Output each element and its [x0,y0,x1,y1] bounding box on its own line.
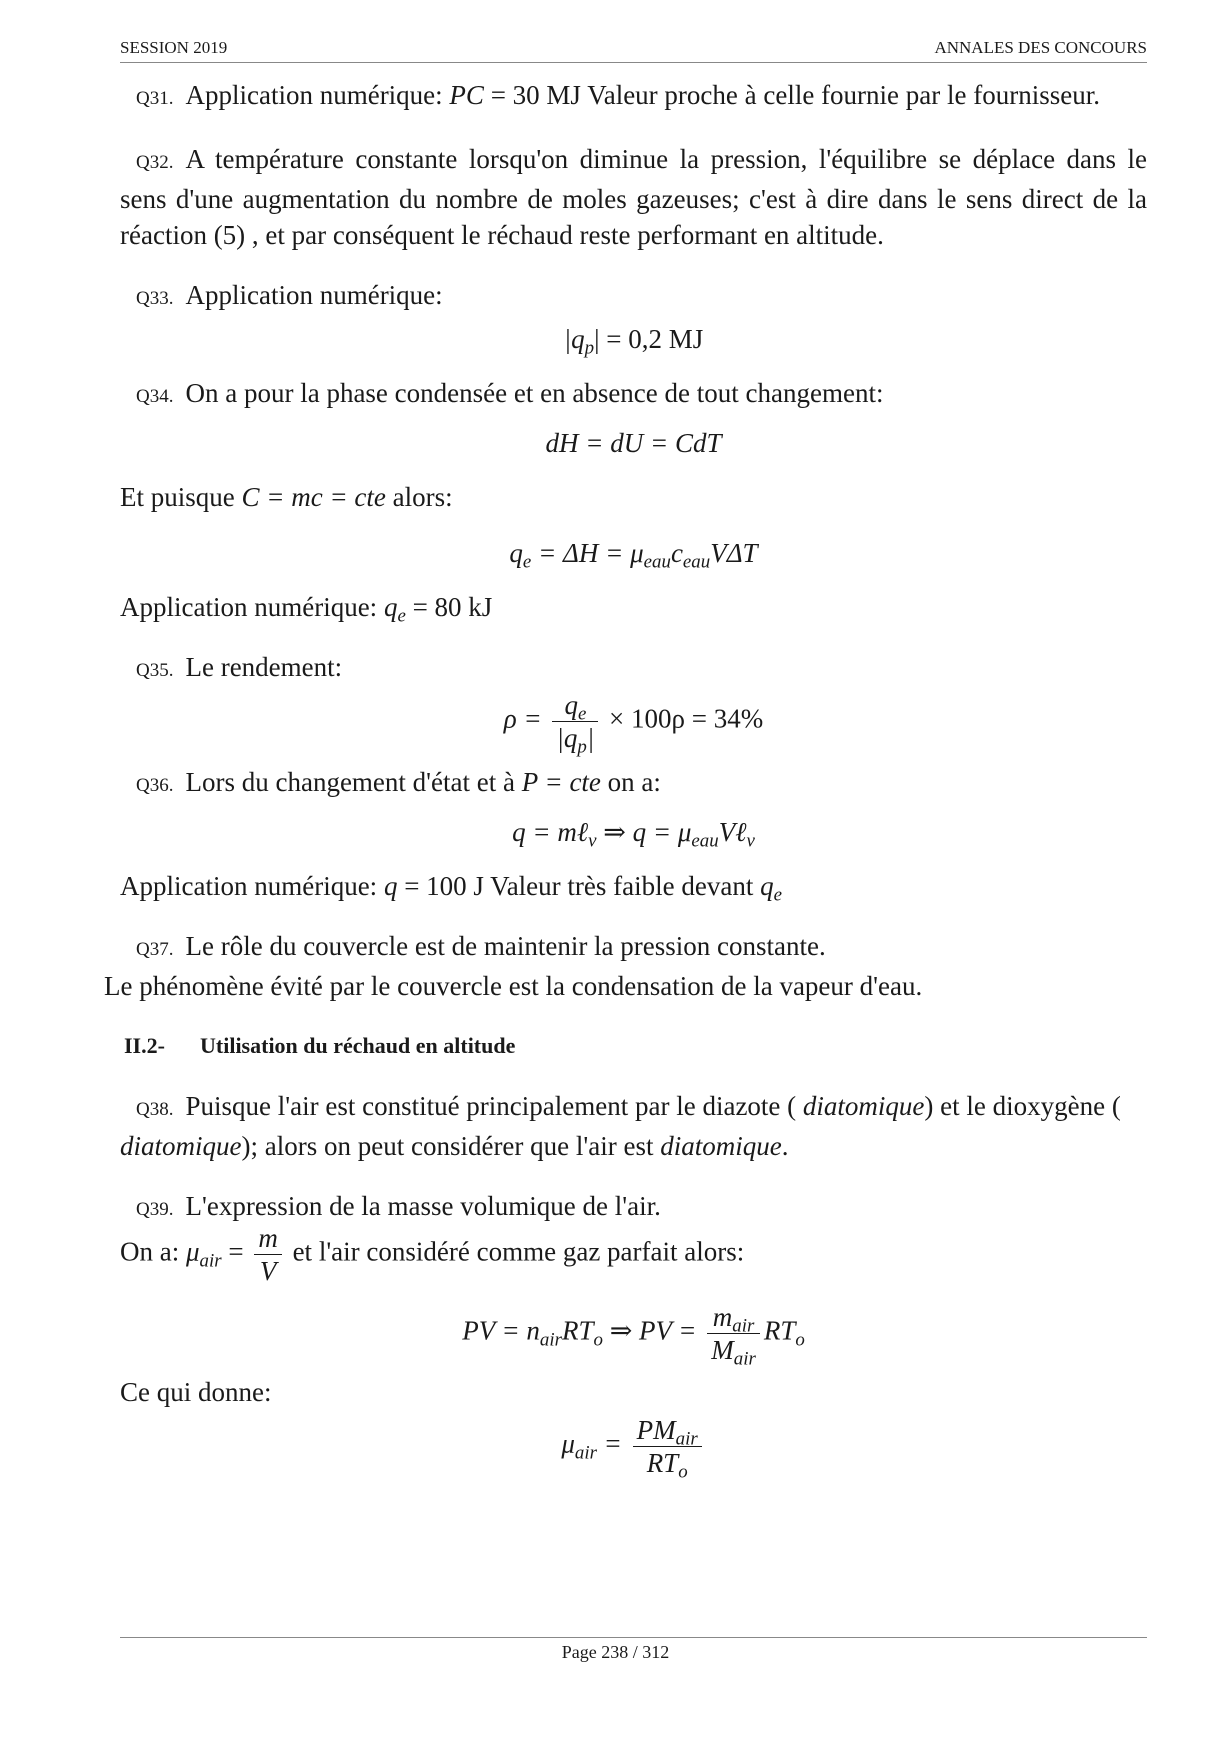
q39-fraction [707,1301,760,1370]
q39-equation-1 [120,1301,1147,1370]
q36-eq-c-sub: v [746,830,755,852]
q39-f-den-var: M [711,1335,734,1365]
q39-f-num-sub: air [732,1315,755,1337]
q35-number: Q35. [136,660,174,681]
q36-eq-b: ⇒ q = μ [596,817,692,847]
q35-den-left: |q [556,723,578,753]
q39-res-num-sub: air [675,1428,698,1450]
q39-number: Q39. [136,1199,174,1220]
section-heading [124,1028,1147,1064]
footer-rule [120,1637,1147,1638]
q37-number: Q37. [136,939,174,960]
q34-equation-1: dH = dU = CdT [545,428,722,458]
q39-eq-sign: = [221,1236,251,1267]
q33-eq-sub: p [584,337,595,359]
q34-equation-2 [120,535,1147,571]
q36-text-math: P = cte [521,767,601,797]
q35-num-var: q [564,690,578,720]
header-title: ANNALES DES CONCOURS [934,38,1147,57]
q38-t4: . [781,1131,789,1161]
q39-line2-suffix: et l'air considéré comme gaz parfait alors: [285,1236,745,1267]
q39-f-den [707,1334,760,1370]
q37-line1: Le rôle du couvercle est de maintenir la pression constante. [185,931,826,961]
q35-tail: × 100ρ = 34% [602,703,764,734]
q36-app-var2: q [760,871,774,901]
q38-paragraph [120,1088,1147,1164]
q36-eq-a: q = mℓ [512,817,589,847]
q34-app-prefix: Application numérique: [120,592,384,622]
q31-value: 30 MJ [512,80,581,110]
q39-f-den-sub: air [733,1348,756,1370]
q39-small-fraction [254,1222,282,1287]
q35-equation [120,689,1147,758]
q34-text: On a pour la phase condensée et en absence de tout changement: [185,378,884,408]
q33-eq-right: | = 0,2 MJ [594,324,704,354]
q33-text: Application numérique: [185,280,443,310]
q34-line2-prefix: Et puisque [120,482,242,512]
q36-number: Q36. [136,775,174,796]
q38-t2: ) et le dioxygène ( [924,1091,1121,1121]
q38-number: Q38. [136,1099,174,1120]
q36-equation [120,814,1147,850]
q39-eq-d: RT [763,1315,796,1346]
q39-line2 [120,1222,1147,1287]
q36-application [120,868,1147,904]
q35-paragraph [120,649,1147,689]
q33-paragraph [120,277,1147,317]
q39-line2-prefix: On a: [120,1236,186,1267]
page-footer: Page 238 / 312 [561,1642,670,1662]
section-title: Utilisation du réchaud en altitude [200,1033,516,1058]
q34-eq2-c: c [670,538,683,568]
q35-num-sub: e [577,703,587,725]
q33-number: Q33. [136,288,174,309]
q34-app-value: = 80 kJ [405,592,493,622]
q34-eq2-a-sub: e [522,551,532,573]
q34-line2-suffix: alors: [385,482,453,512]
q36-eq-b-sub: eau [691,830,719,852]
q38-i3: diatomique [660,1131,782,1161]
q35-frac-den [552,722,598,758]
q36-paragraph [120,764,1147,804]
q34-application [120,589,1147,625]
section-number: II.2- [124,1033,165,1058]
q32-text: A température constante lorsqu'on diminue la pression, l'équilibre se déplace dans le sens d'une augmentation du nombre de moles gazeuses; c'est à dire dans le sens direct de la réaction (5) , et par conséquent le réchaud reste performant en altitude. [120,144,1147,250]
q39-res-num-var: PM [636,1415,676,1445]
q36-eq-c: Vℓ [718,817,747,847]
q34-eq2-c-sub: eau [682,551,711,573]
q37-line2: Le phénomène évité par le couvercle est la condensation de la vapeur d'eau. [104,971,923,1001]
q39-frac-den: V [259,1256,277,1286]
q38-t3: ); alors on peut considérer que l'air est [241,1131,661,1161]
q34-line2-math: C = mc = cte [241,482,386,512]
q33-equation [120,321,1147,357]
q39-res-den [633,1447,702,1483]
q39-f-num-var: m [712,1302,733,1332]
header-session: SESSION 2019 [120,38,228,57]
q31-number: Q31. [136,88,174,109]
q39-result [120,1414,1147,1483]
q31-eq: = [483,80,513,110]
q31-prefix: Application numérique: [185,80,450,110]
q33-eq-left: |q [563,324,585,354]
q39-res-eq: = [596,1428,629,1459]
q36-text-suffix: on a: [600,767,661,797]
q35-text: Le rendement: [185,652,343,682]
q34-eq2-b: = ΔH = μ [531,538,644,568]
q35-den-sub: p [577,736,587,758]
page-header [120,38,1147,63]
q32-paragraph [120,141,1147,253]
q39-line1: L'expression de la masse volumique de l'air. [185,1191,661,1221]
q36-eq-a-sub: v [588,830,597,852]
page-content [104,77,1147,1497]
q39-res-fraction [633,1414,702,1483]
q35-den-right: | [586,723,595,753]
q39-res-mu: μ [561,1428,575,1459]
q39-res-num [633,1414,702,1450]
q36-app-prefix: Application numérique: [120,871,384,901]
q36-text-prefix: Lors du changement d'état et à [185,767,522,797]
q39-eq-d-sub: o [795,1329,805,1351]
q39-res-den-sub: o [678,1461,688,1483]
q34-line2 [120,479,1147,515]
q32-number: Q32. [136,152,174,173]
q36-app-sub2: e [773,884,782,906]
q39-eq-c: ⇒ PV = [602,1315,704,1346]
q34-eq2-a: q [509,538,523,568]
q39-frac-num: m [254,1222,282,1255]
q36-app-var: q [383,871,398,901]
q34-eq2-d: VΔT [710,538,758,568]
q34-app-sub: e [397,605,406,627]
q34-app-var: q [383,592,398,622]
q34-number: Q34. [136,386,174,407]
q39-eq-b: RT [561,1315,594,1346]
q31-paragraph [120,77,1147,117]
q34-paragraph [120,375,1147,415]
q31-rest: Valeur proche à celle fournie par le fournisseur. [580,80,1100,110]
q38-i1: diatomique [802,1091,925,1121]
q39-mu-sub: air [199,1250,222,1272]
q35-fraction [552,689,598,758]
q39-res-den-var: RT [646,1448,679,1478]
q39-f-num [707,1301,760,1337]
q39-res-mu-sub: air [574,1442,597,1464]
q35-rho: ρ = [503,703,549,734]
q37-paragraph [104,928,1147,1004]
q39-ce: Ce qui donne: [120,1377,272,1407]
q36-app-value: = 100 J Valeur très faible devant [397,871,761,901]
q31-var: PC [449,80,484,110]
q34-eq2-b-sub: eau [643,551,671,573]
q39-mu: μ [185,1236,200,1267]
q38-t1: Puisque l'air est constitué principalement par le diazote ( [185,1091,803,1121]
q39-eq-b-sub: o [593,1329,603,1351]
q39-eq-a: PV = n [462,1315,540,1346]
q39-eq-a-sub: air [539,1329,562,1351]
q38-i2: diatomique [120,1131,242,1161]
q35-frac-num [552,689,598,725]
